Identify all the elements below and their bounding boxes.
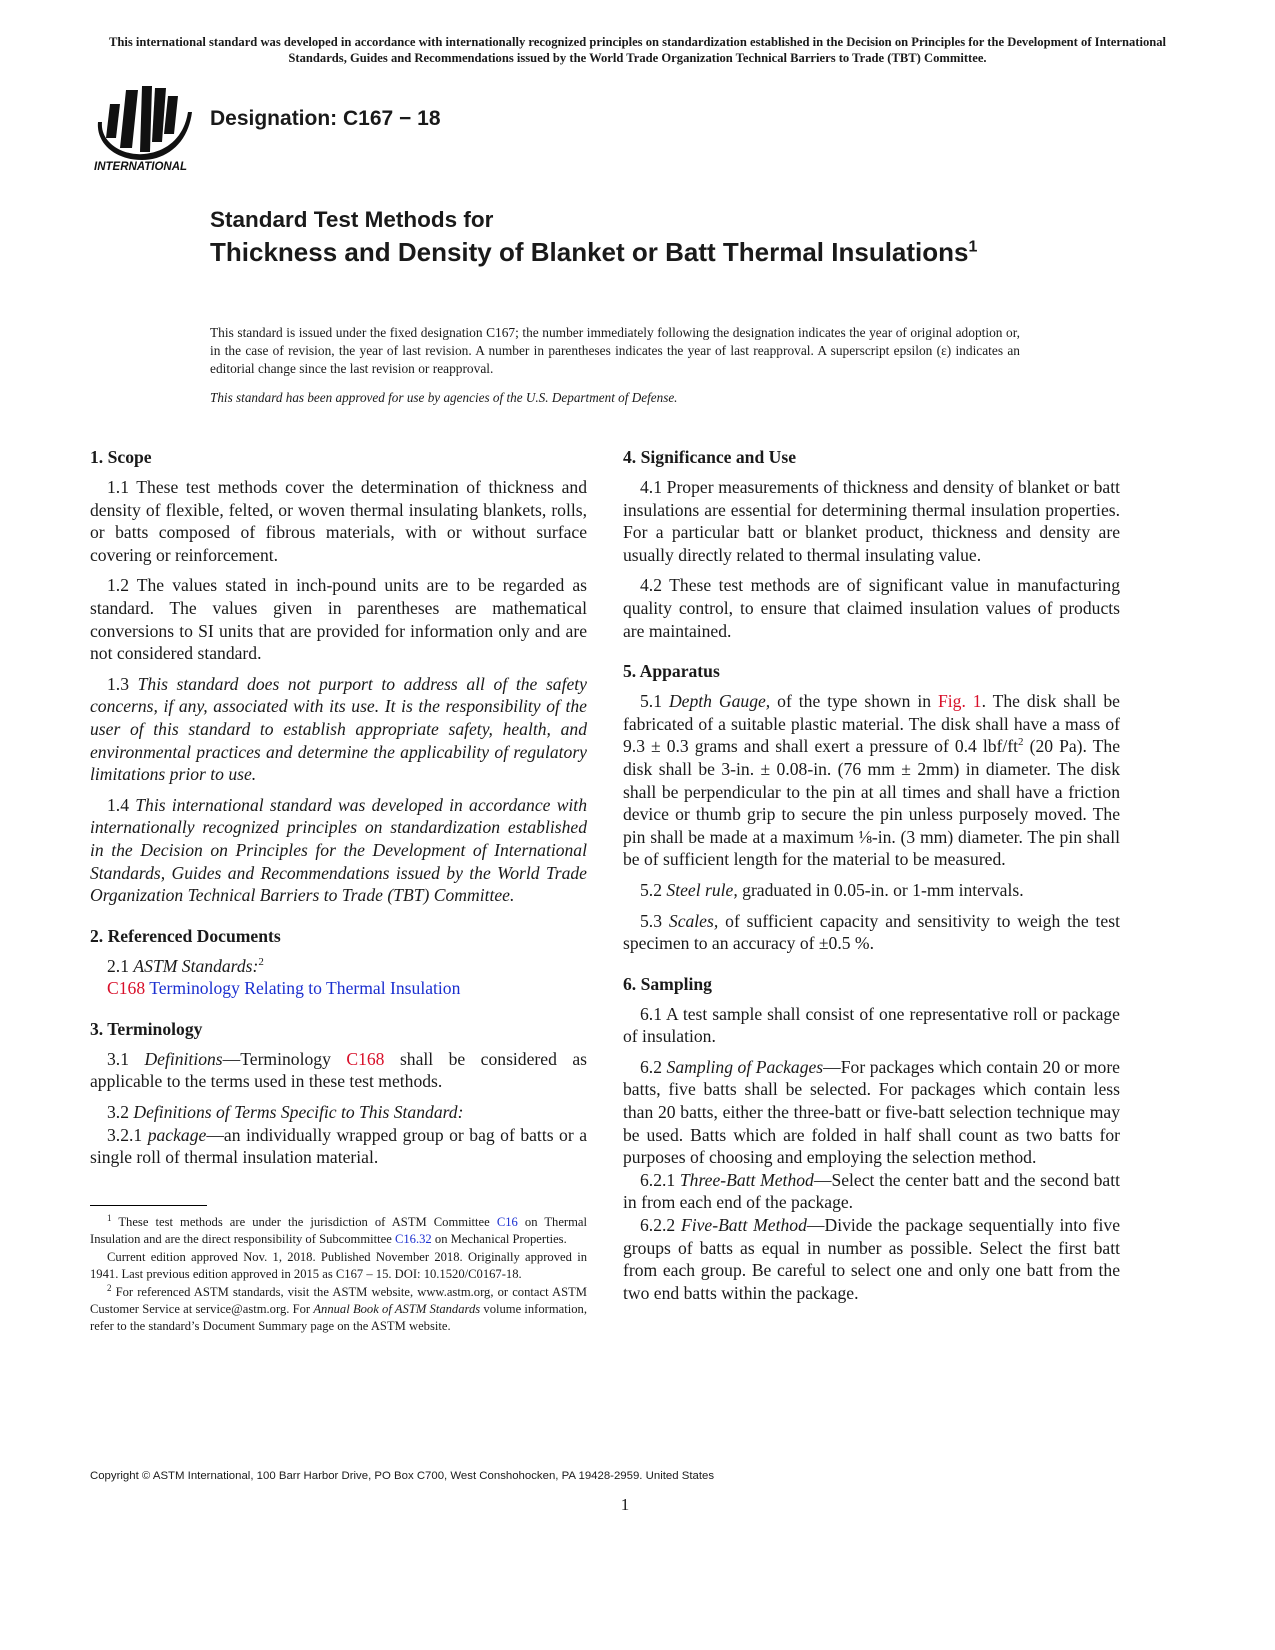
paragraph-1-2: 1.2 The values stated in inch-pound units are to be regarded as standard. The values given in parentheses are mathematical conversions to SI units that are provided for information only and are not considered standard. [90,575,587,664]
left-column [90,446,587,1177]
paragraph-1-4: 1.4 This international standard was developed in accordance with internationally recognized principles on standardization established in the Decision on Principles for the Development of International Standards, Guides and Recommendations issued by the World Trade Organization Technical Barriers to Trade (TBT) Committee. [90,794,587,906]
right-column [623,446,1120,1312]
footnote-divider [90,1205,207,1206]
copyright-line: Copyright © ASTM International, 100 Barr Harbor Drive, PO Box C700, West Conshohocken, PA 19428-2959. United States [90,1470,715,1482]
fig-1-link[interactable]: Fig. 1 [937,691,982,712]
reference-c168[interactable] [90,977,587,1000]
footnotes [90,1214,587,1336]
paragraph-4-2: 4.2 These test methods are of significant value in manufacturing quality control, to ensure that claimed insulation values of products are maintained. [623,575,1120,641]
paragraph-5-2: 5.2 Steel rule, graduated in 0.05-in. or 1-mm intervals. [640,879,1024,900]
c168-inline-link[interactable]: C168 [346,1048,385,1069]
paragraph-5-3: 5.3 Scales, of sufficient capacity and sensitivity to weigh the test specimen to an accuracy of ±0.5 %. [623,910,1120,954]
section-heading-referenced-documents: 2. Referenced Documents [90,925,281,946]
document-title [210,205,990,269]
paragraph-3-1: 3.1 Definitions—Terminology C168 shall be considered as applicable to the terms used in these test methods. [90,1048,587,1092]
page-number: 1 [620,1495,630,1514]
c168-title-link[interactable]: Terminology Relating to Thermal Insulation [149,978,461,999]
paragraph-6-1: 6.1 A test sample shall consist of one representative roll or package of insulation. [623,1003,1120,1047]
paragraph-6-2-1: 6.2.1 Three-Batt Method—Select the center batt and the second batt in from each end of the package. [623,1169,1121,1213]
title-footnote-mark: 1 [968,238,978,256]
footnote-1-edition: Current edition approved Nov. 1, 2018. Published November 2018. Originally approved in 1941. Last previous edition approved in 2015 as C167 – 15. DOI: 10.1520/C0167-18. [90,1249,587,1282]
title-line-1: Standard Test Methods for [210,207,494,232]
paragraph-2-1: 2.1 ASTM Standards:$^2$ [107,955,264,976]
c168-link[interactable]: C168 [107,978,146,999]
c16-32-link[interactable]: C16.32 [394,1232,432,1247]
paragraph-6-2: 6.2 Sampling of Packages—For packages which contain 20 or more batts, five batts shall be selected. For packages which contain less than 20 batts, either the three-batt or five-batt selection technique may be used. Batts which are folded in half shall count as two batts for purposes of choosing and employing the selection method. [623,1056,1120,1168]
paragraph-4-1: 4.1 Proper measurements of thickness and density of blanket or batt insulations are essential for determining thermal insulation properties. For a particular batt or blanket product, thickness and density are usually directly related to thermal insulating value. [623,477,1120,565]
issued-note: This standard is issued under the fixed designation C167; the number immediately following the designation indicates the year of original adoption or, in the case of revision, the year of last revision. A number in parentheses indicates the year of last reapproval. A superscript epsilon (ε) indicates an editorial change since the last revision or reapproval. [210,325,1020,376]
paragraph-1-3: 1.3 This standard does not purport to address all of the safety concerns, if any, associated with its use. It is the responsibility of the user of this standard to establish appropriate safety, health, and environmental practices and determine the applicability of regulatory limitations prior to use. [90,673,587,785]
top-notice: This international standard was developed in accordance with internationally recognized principles on standardization established in the Decision on Principles for the Development of International Standards, Guides and Recommendations issued by the World Trade Organization Technical Barriers to Trade (TBT) Committee. [108,35,1167,65]
title-line-2: Thickness and Density of Blanket or Batt Thermal Insulations$^1$ [210,237,978,267]
section-heading-scope: 1. Scope [90,447,152,467]
paragraph-3-2: 3.2 Definitions of Terms Specific to This Standard: [107,1102,464,1123]
paragraph-5-1: 5.1 Depth Gauge, of the type shown in Fig. 1. The disk shall be fabricated of a suitable plastic material. The disk shall have a mass of 9.3 ± 0.3 grams and shall exert a pressure of 0.4 lbf/ft$^2$ (20 Pa). The disk shall be 3-in. ± 0.08-in. (76 mm ± 2mm) in diameter. The disk shall be perpendicular to the pin at all times and shall have a friction device or thumb grip to secure the pin unless purposely moved. The pin shall be made at a maximum ⅛-in. (3 mm) diameter. The pin shall be of sufficient length for the material to be measured. [623,691,1120,870]
footnote-2: $^2$ For referenced ASTM standards, visit the ASTM website, www.astm.org, or contact ASTM Customer Service at service@astm.org. For Annual Book of ASTM Standards volume information, refer to the standard’s Document Summary page on the ASTM website. [90,1282,587,1334]
c16-link[interactable]: C16 [496,1215,518,1229]
section-heading-terminology: 3. Terminology [90,1018,203,1039]
section-heading-apparatus: 5. Apparatus [623,661,720,682]
dod-approval-note: This standard has been approved for use by agencies of the U.S. Department of Defense. [210,390,678,405]
paragraph-3-2-1: 3.2.1 package—an individually wrapped group or bag of batts or a single roll of thermal insulation material. [90,1124,587,1168]
paragraph-1-1: 1.1 These test methods cover the determination of thickness and density of flexible, felted, or woven thermal insulating blankets, rolls, or batts composed of fibrous materials, with or without surface covering or reinforcement. [90,477,587,565]
svg-text:INTERNATIONAL: INTERNATIONAL [94,161,188,173]
section-heading-sampling: 6. Sampling [623,973,712,994]
paragraph-6-2-2: 6.2.2 Five-Batt Method—Divide the package sequentially into five groups of batts as equal in number as possible. Select the first batt from each group. Be careful to select one and only one batt from the two end batts within the package. [623,1215,1121,1303]
section-heading-significance: 4. Significance and Use [623,447,797,467]
astm-logo-icon [92,82,198,174]
designation: Designation: C167 − 18 [210,107,441,130]
footnote-1: $^1$ These test methods are under the jurisdiction of ASTM Committee C16 on Thermal Insulation and are the direct responsibility of Subcommittee C16.32 on Mechanical Properties. [90,1212,587,1247]
